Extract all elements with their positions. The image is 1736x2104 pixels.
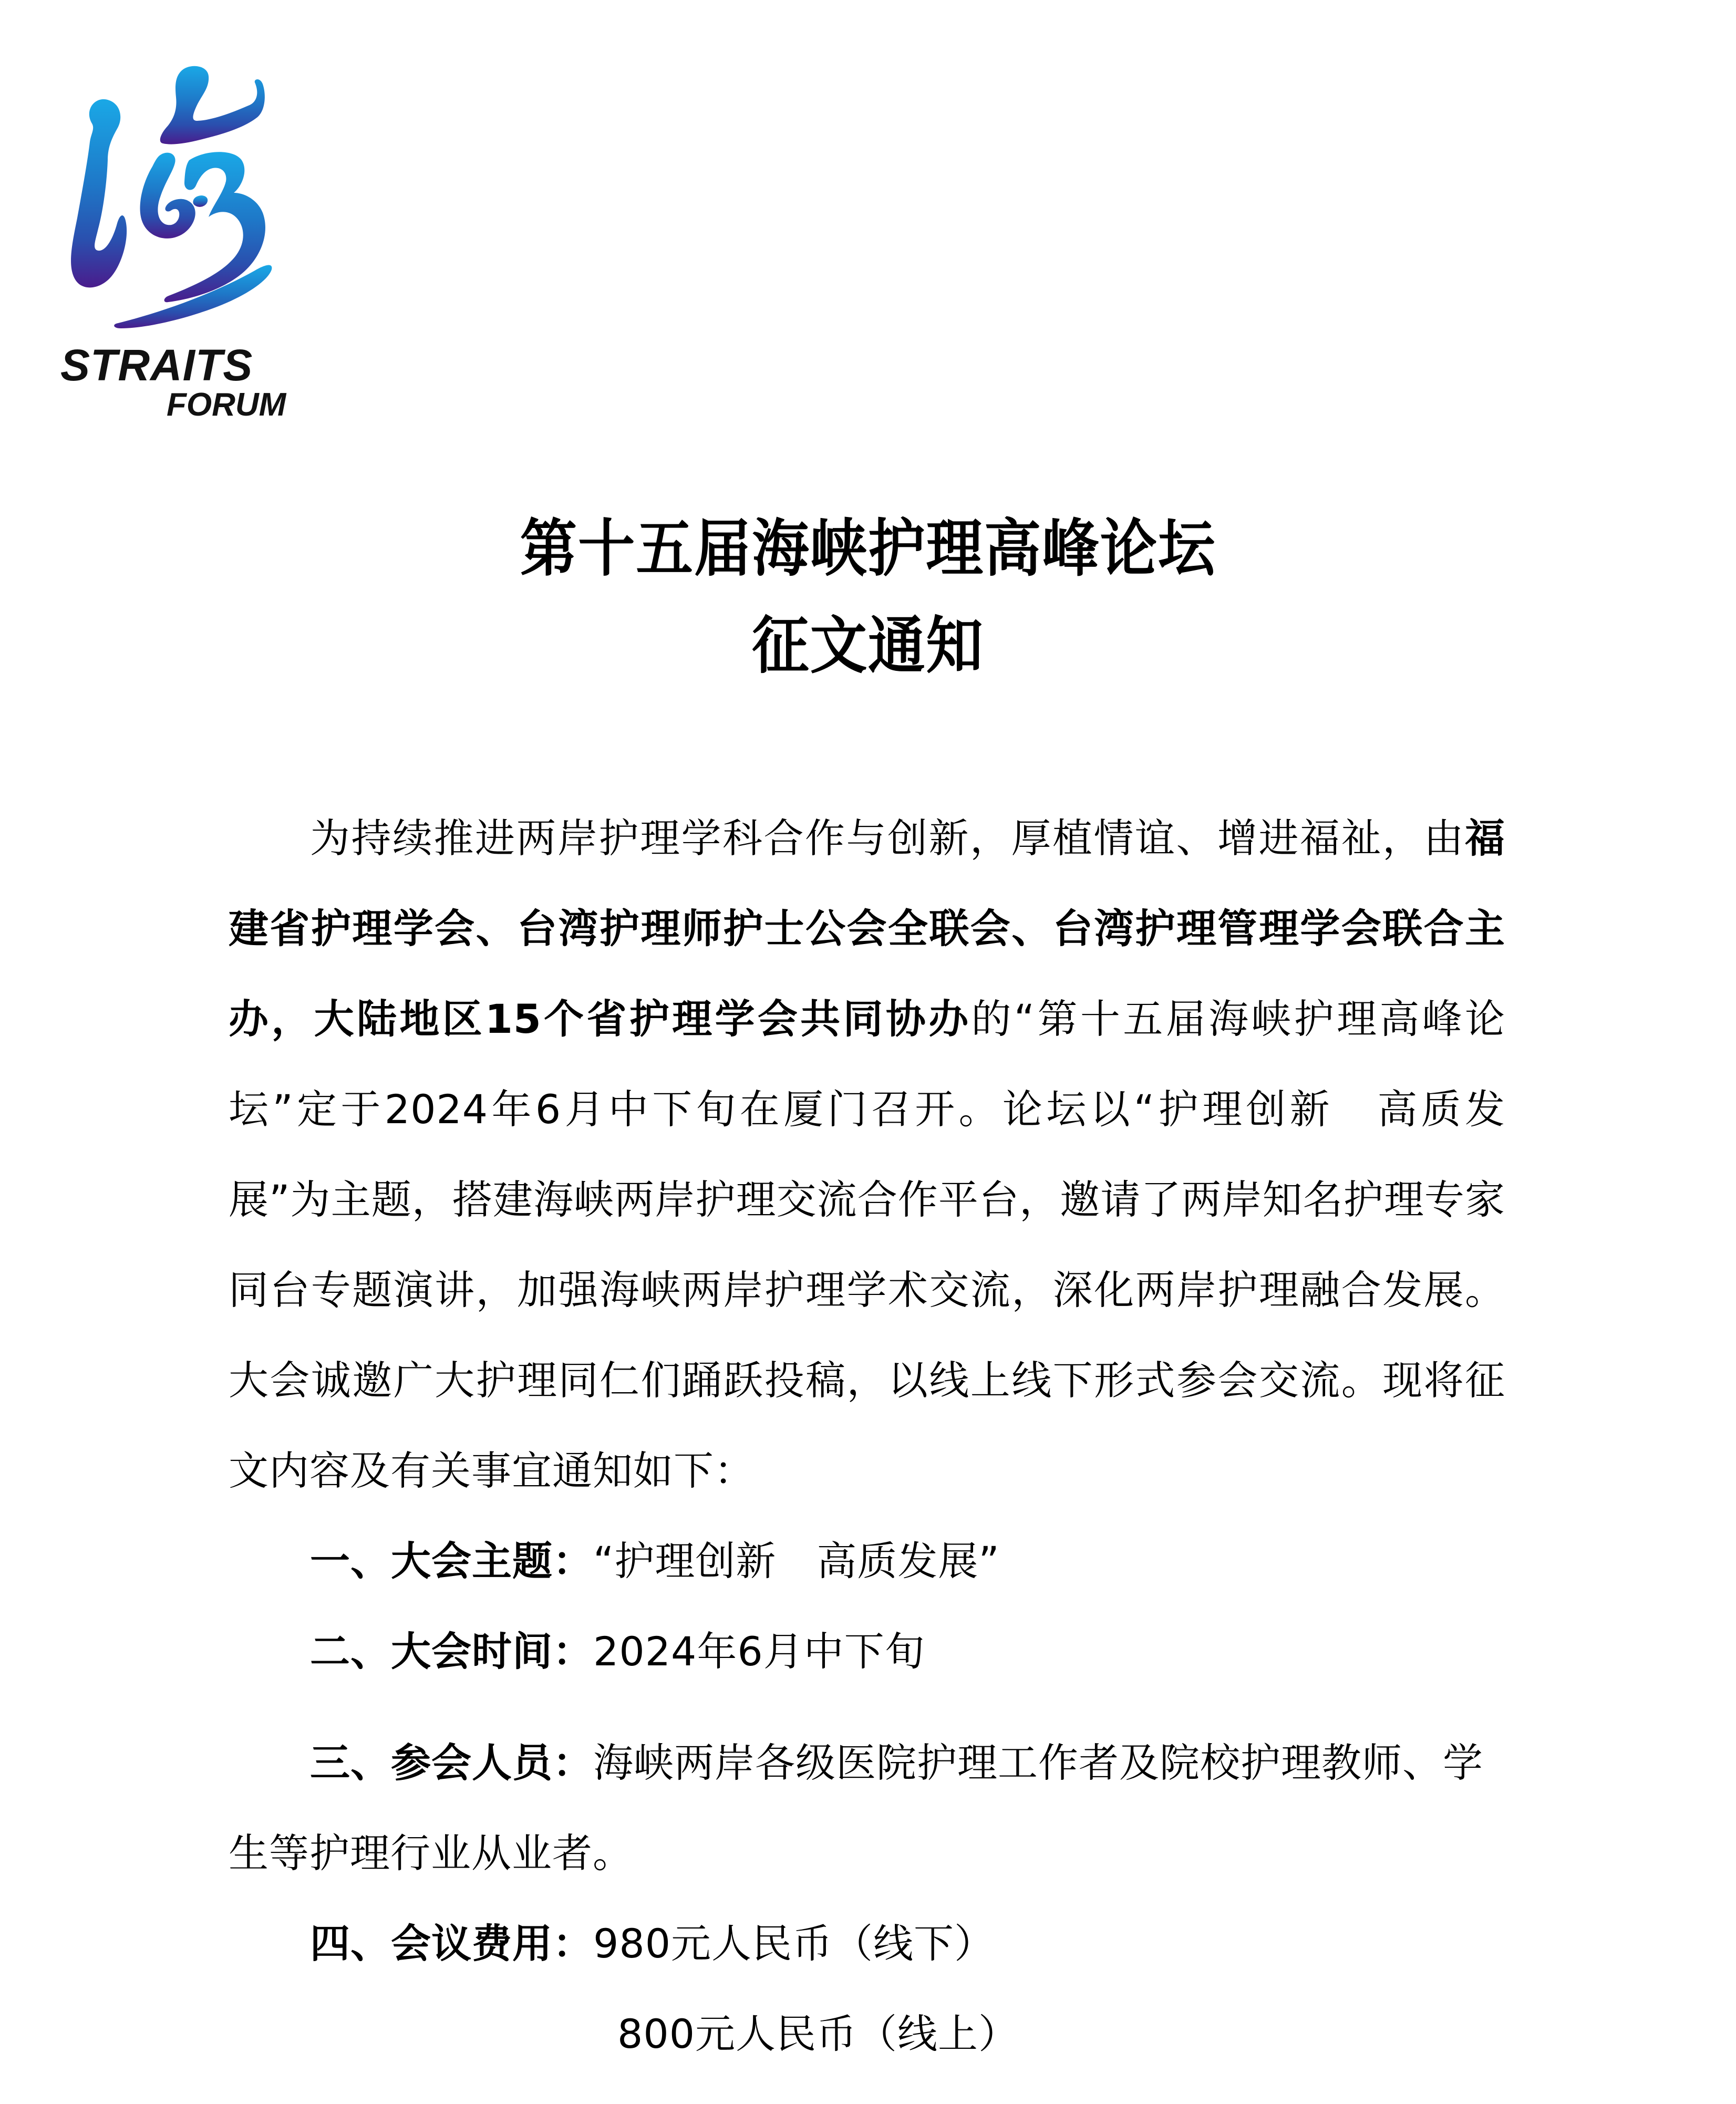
section-theme-label: 一、大会主题： (310, 1538, 593, 1584)
section-time-label: 二、大会时间： (310, 1628, 593, 1675)
section-attendees-label: 三、参会人员： (310, 1739, 593, 1786)
section-theme (229, 1516, 1505, 1606)
intro-text-1: 为持续推进两岸护理学科合作与创新，厚植情谊、增进福祉，由 (310, 815, 1465, 862)
logo-word-straits: STRAITS (60, 340, 253, 390)
section-time-value: 2024年6月中下旬 (593, 1628, 925, 1675)
section-theme-value: “护理创新 高质发展” (593, 1538, 1000, 1584)
document-title: 第十五届海峡护理高峰论坛 (520, 512, 1216, 585)
document-subtitle: 征文通知 (752, 609, 984, 682)
section-fees-offline: 980元人民币（线下） (593, 1920, 995, 1967)
logo-word-forum: FORUM (167, 387, 286, 423)
section-attendees-value: 海峡两岸各级医院护理工作者及院校护理教师、学生等护理行业从业者。 (229, 1739, 1483, 1877)
section-fees (229, 1899, 1505, 1989)
section-time (229, 1606, 1505, 1697)
section-fees-online-row (229, 1989, 1505, 2079)
straits-forum-logo (55, 55, 302, 423)
section-fees-label: 四、会议费用： (310, 1920, 593, 1967)
hai-calligraphy-icon (55, 55, 302, 349)
intro-organizers: 福建省护理学会、台湾护理师护士公会全联会、台湾护理管理学会联合主办，大陆地区15个省护理学会共同协办 (229, 815, 1505, 1042)
document-body (229, 793, 1505, 2079)
section-fees-online: 800元人民币（线上） (617, 2010, 1019, 2057)
intro-paragraph (229, 793, 1505, 1516)
section-attendees (229, 1718, 1505, 1899)
intro-text-2: 的“第十五届海峡护理高峰论坛”定于2024年6月中下旬在厦门召开。论坛以“护理创新 高质发展”为主题，搭建海峡两岸护理交流合作平台，邀请了两岸知名护理专家同台专题演讲，加强海峡两岸护理学术交流，深化两岸护理融合发展。大会诚邀广大护理同仁们踊跃投稿，以线上线下形式参会交流。现将征文内容及有关事宜通知如下： (229, 996, 1505, 1494)
